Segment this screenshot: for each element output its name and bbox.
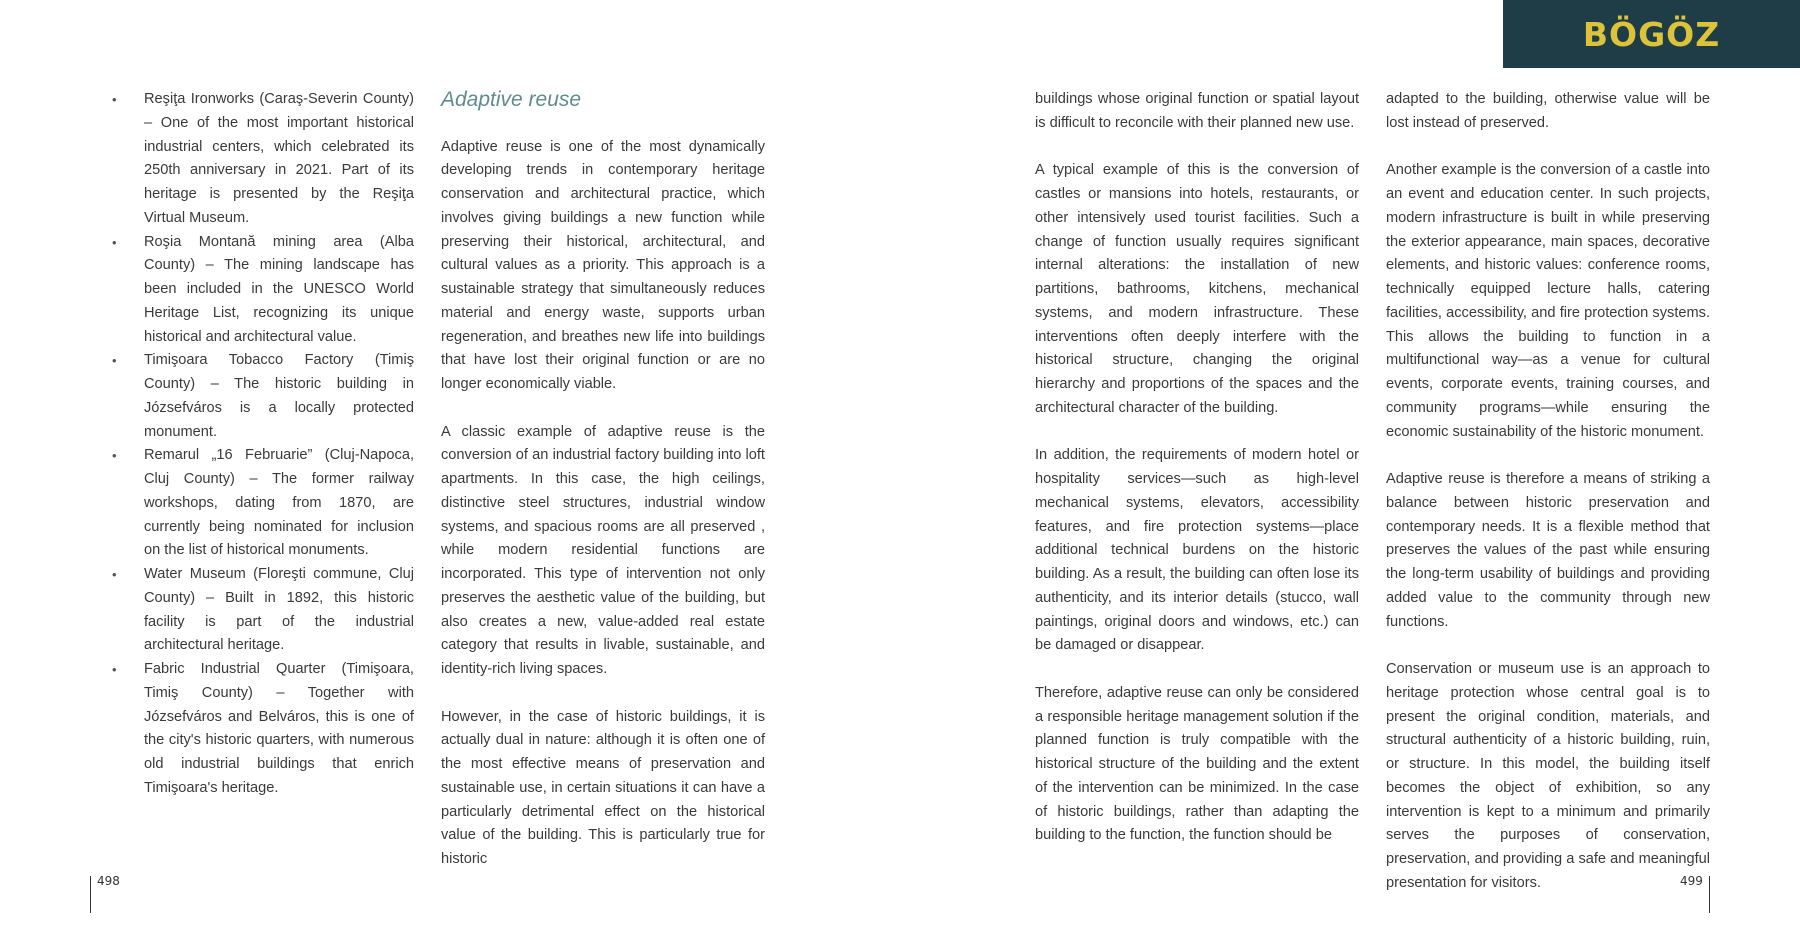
page-number-left: 498	[97, 874, 120, 888]
list-item	[112, 563, 414, 658]
paragraph: A typical example of this is the conversion of castles or mansions into hotels, restaurants, or other intensively used tourist facilities. Such a change of function usually requires significant internal alterations: the installation of new partitions, bathrooms, kitchens, mechanical systems, and modern infrastructure. These interventions often deeply interfere with the historical structure, changing the original hierarchy and proportions of the spaces and the architectural character of the building.	[1035, 162, 1359, 416]
list-item	[112, 88, 414, 231]
list-item-text: Remarul „16 Februarie” (Cluj-Napoca, Cluj County) – The former railway workshops, dating from 1870, are currently being nominated for inclusion on the list of historical monuments.	[144, 447, 414, 559]
right-page-text-column-2	[1386, 88, 1710, 896]
paragraph: Conservation or museum use is an approach to heritage protection whose central goal is to present the original condition, materials, and structural authenticity of a historic building, ruin, or structure. In this model, the building itself becomes the object of exhibition, so any intervention is kept to a minimum and primarily serves the purposes of conservation, preservation, and providing a safe and meaningful presentation for visitors.	[1386, 661, 1710, 891]
industrial-sites-list	[112, 88, 414, 801]
left-page-bullet-column	[112, 88, 414, 801]
list-item-text: Water Museum (Floreşti commune, Cluj County) – Built in 1892, this historic facility is part of the industrial architectural heritage.	[144, 566, 414, 654]
list-item	[112, 349, 414, 444]
bullet-icon: •	[112, 448, 117, 464]
left-page-text-column	[441, 88, 765, 872]
section-heading: Adaptive reuse	[441, 88, 582, 111]
bullet-icon: •	[112, 353, 117, 369]
chapter-tag	[1503, 0, 1800, 68]
left-page-number-rule	[90, 876, 91, 913]
bullet-icon: •	[112, 567, 117, 582]
paragraph: Adaptive reuse is therefore a means of striking a balance between historic preservation and contemporary needs. It is a flexible method that preserves the values of the past while ensuring the long-term usability of buildings and providing added value to the community through new functions.	[1386, 471, 1710, 630]
list-item	[112, 444, 414, 563]
list-item-text: Timişoara Tobacco Factory (Timiş County) – The historic building in Józsefváros is a locally protected monument.	[144, 352, 414, 440]
paragraph: Adaptive reuse is one of the most dynamically developing trends in contemporary heritage conservation and architectural practice, which involves giving buildings a new function while preserving their historical, architectural, and cultural values as a priority. This approach is a sustainable strategy that simultaneously reduces material and energy waste, supports urban regeneration, and breathes new life into buildings that have lost their original function or are no longer economically viable.	[441, 138, 765, 392]
chapter-tag-label: BÖGÖZ	[1582, 14, 1721, 54]
paragraph: However, in the case of historic buildings, it is actually dual in nature: although it is often one of the most effective means of preservation and sustainable use, in certain situations it can have a particularly detrimental effect on the historical value of the building. This is particularly true for historic	[441, 708, 765, 867]
bullet-icon: •	[112, 662, 117, 677]
paragraph: buildings whose original function or spatial layout is difficult to reconcile with their planned new use.	[1035, 91, 1359, 131]
page-number-right: 499	[1680, 874, 1703, 888]
bullet-icon: •	[112, 92, 117, 107]
list-item	[112, 231, 414, 350]
paragraph: Therefore, adaptive reuse can only be considered a responsible heritage management solution if the planned function is truly compatible with the historical structure of the building and the extent of the intervention can be minimized. In the case of historic buildings, rather than adapting the building to the function, the function should be	[1035, 684, 1359, 844]
list-item	[112, 658, 414, 801]
paragraph: adapted to the building, otherwise value will be lost instead of preserved.	[1386, 91, 1710, 131]
right-page-text-column-1	[1035, 88, 1359, 848]
paragraph: In addition, the requirements of modern hotel or hospitality services—such as high-level mechanical systems, elevators, accessibility features, and fire protection systems—place additional technical burdens on the historic building. As a result, the building can often lose its authenticity, and its interior details (stucco, wall paintings, original doors and windows, etc.) can be damaged or disappear.	[1035, 447, 1359, 654]
paragraph: A classic example of adaptive reuse is the conversion of an industrial factory building into loft apartments. In this case, the high ceilings, distinctive steel structures, industrial window systems, and spacious rooms are all preserved , while modern residential functions are incorporated. This type of intervention not only preserves the aesthetic value of the building, but also creates a new, value-added real estate category that results in livable, sustainable, and identity-rich living spaces.	[441, 423, 765, 677]
right-page-number-rule	[1709, 876, 1710, 913]
list-item-text: Fabric Industrial Quarter (Timişoara, Timiş County) – Together with Józsefváros and Belváros, this is one of the city's historic quarters, with numerous old industrial buildings that enrich Timişoara's heritage.	[144, 661, 414, 796]
paragraph: Another example is the conversion of a castle into an event and education center. In such projects, modern infrastructure is built in while preserving the exterior appearance, main spaces, decorative elements, and historic values: conference rooms, technically equipped lecture halls, catering facilities, accessibility, and fire protection systems. This allows the building to function in a multifunctional way—as a venue for cultural events, corporate events, training courses, and community programs—while ensuring the economic sustainability of the historic monument.	[1386, 162, 1710, 440]
list-item-text: Roşia Montană mining area (Alba County) – The mining landscape has been included in the UNESCO World Heritage List, recognizing its unique historical and architectural value.	[144, 233, 414, 345]
list-item-text: Reşiţa Ironworks (Caraş-Severin County) – One of the most important historical industrial centers, which celebrated its 250th anniversary in 2021. Part of its heritage is presented by the Reşiţa Virtual Museum.	[144, 91, 414, 226]
bullet-icon: •	[112, 234, 117, 250]
